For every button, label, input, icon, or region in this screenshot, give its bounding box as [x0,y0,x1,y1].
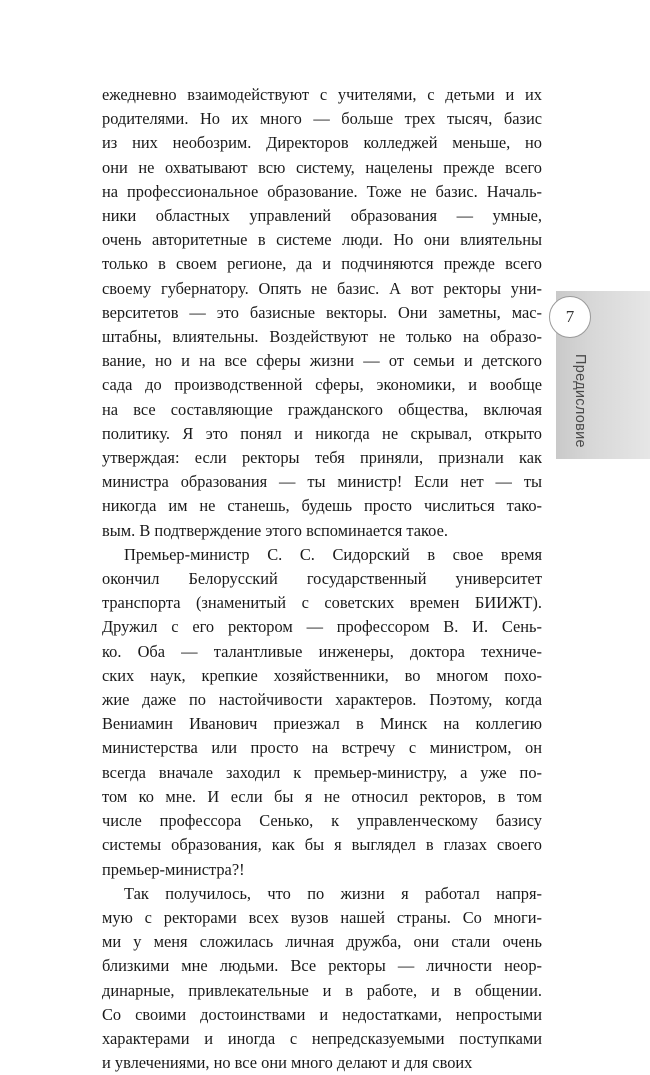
text-line: всегда вначале заходил к премьер-министру, а уже по- [102,762,542,782]
text-line: мую с ректорами всех вузов нашей страны. Со многи- [102,907,542,927]
text-line: характерами и иногда с непредсказуемыми поступками [102,1028,542,1048]
text-line: на все составляющие гражданского общества, включая [102,399,542,419]
page-body-text [102,83,542,1075]
text-line: утверждая: если ректоры тебя приняли, признали как [102,448,542,468]
paragraph [102,882,542,1075]
text-line: Дружил с его ректором — профессором В. И. Сень- [102,617,542,637]
text-line: динарные, привлекательные и в работе, и в общении. [102,980,542,1000]
text-line: своему губернатору. Опять не базис. А вот ректоры уни- [102,278,542,298]
text-line: на профессиональное образование. Тоже не базис. Началь- [102,181,542,201]
text-line: премьер-министра?! [102,859,245,879]
text-line: ских наук, крепкие хозяйственники, во многом похо- [102,665,542,685]
text-line: и увлечениями, но все они много делают и для своих [102,1053,473,1073]
text-line: только в своем регионе, да и подчиняются прежде всего [102,254,542,274]
text-line: они не охватывают всю систему, нацелены прежде всего [102,157,542,177]
text-line: близкими мне людьми. Все ректоры — личности неор- [102,956,542,976]
text-line: ми у меня сложилась личная дружба, они стали очень [102,932,542,952]
text-line: Премьер-министр С. С. Сидорский в свое время [124,544,542,564]
text-line: окончил Белорусский государственный университет [102,569,542,589]
text-line: верситетов — это базисные векторы. Они заметны, мас- [102,302,542,322]
text-line: ники областных управлений образования — умные, [102,206,542,226]
text-line: политику. Я это понял и никогда не скрывал, открыто [102,423,542,443]
text-line: ко. Оба — талантливые инженеры, доктора техниче- [102,641,542,661]
text-line: министра образования — ты министр! Если нет — ты [102,472,542,492]
text-line: системы образования, как бы я выглядел в глазах своего [102,835,542,855]
text-line: очень авторитетные в системе люди. Но они влиятельны [102,230,542,250]
section-title: Предисловие [572,354,588,448]
text-line: Со своими достоинствами и недостатками, непростыми [102,1004,542,1024]
text-line: транспорта (знаменитый с советских времен БИИЖТ). [102,593,542,613]
text-line: родителями. Но их много — больше трех тысяч, базис [102,109,542,129]
text-line: том ко мне. И если бы я не относил ректоров, в том [102,786,542,806]
text-line: штабны, влиятельны. Воздействуют не только на образо- [102,327,542,347]
text-line: жие даже по настойчивости характеров. Поэтому, когда [102,690,542,710]
text-line: сада до производственной сферы, экономики, и вообще [102,375,542,395]
text-line: ежедневно взаимодействуют с учителями, с детьми и их [102,85,542,104]
text-line: Вениамин Иванович приезжал в Минск на коллегию [102,714,542,734]
text-line: вание, но и на все сферы жизни — от семьи и детского [102,351,542,371]
text-line: числе профессора Сенько, к управленческому базису [102,811,542,831]
text-line: министерства или просто на встречу с министром, он [102,738,542,758]
text-line: из них необозрим. Директоров колледжей меньше, но [102,133,542,153]
paragraph [102,83,542,543]
text-line: вым. В подтверждение этого вспоминается такое. [102,520,448,540]
text-line: Так получилось, что по жизни я работал напря- [124,883,542,903]
paragraph [102,543,542,882]
text-line: никогда им не станешь, будешь просто числиться тако- [102,496,542,516]
page-number: 7 [549,296,591,338]
